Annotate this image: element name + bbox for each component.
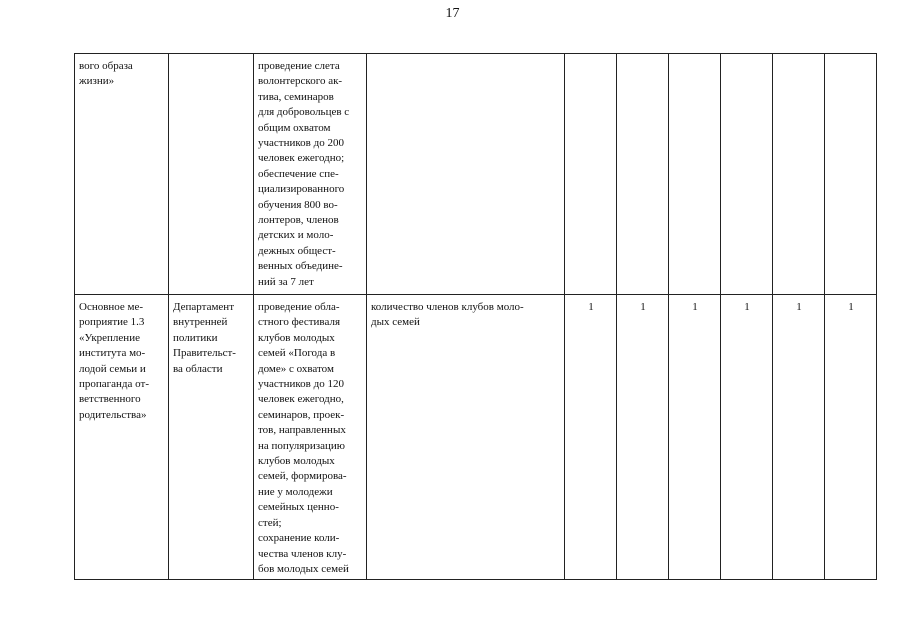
event-cell: Основное ме- роприятие 1.3 «Укрепление института мо- лодой семьи и пропаганда от- ветственного родительства» bbox=[75, 295, 169, 580]
table-row bbox=[75, 295, 877, 580]
page-number: 17 bbox=[445, 6, 460, 21]
year-value-cell bbox=[721, 54, 773, 295]
indicator-cell: количество членов клубов моло- дых семей bbox=[367, 295, 565, 580]
program-activities-table bbox=[74, 53, 877, 580]
year-value-cell: 1 bbox=[669, 295, 721, 580]
year-value-cell bbox=[669, 54, 721, 295]
event-cell: вого образа жизни» bbox=[75, 54, 169, 295]
year-value-cell bbox=[773, 54, 825, 295]
year-value-cell bbox=[565, 54, 617, 295]
year-value-cell: 1 bbox=[617, 295, 669, 580]
table-row bbox=[75, 54, 877, 295]
activity-cell: проведение обла- стного фестиваля клубов молодых семей «Погода в доме» с охватом участников до 120 человек ежегодно, семинаров, проек- тов, направленных на популяризацию клубов молодых семей, формирова- ние у молодежи семейных ценно- стей; сохранение коли- чества членов клу- бов молодых семей bbox=[254, 295, 367, 580]
year-value-cell bbox=[825, 54, 877, 295]
year-value-cell: 1 bbox=[825, 295, 877, 580]
activity-cell: проведение слета волонтерского ак- тива, семинаров для добровольцев с общим охватом участников до 200 человек ежегодно; обеспечение спе- циализированного обучения 800 во- лонтеров, членов детских и моло- дежных общест- венных объедине- ний за 7 лет bbox=[254, 54, 367, 295]
year-value-cell: 1 bbox=[565, 295, 617, 580]
year-value-cell: 1 bbox=[721, 295, 773, 580]
year-value-cell bbox=[617, 54, 669, 295]
indicator-cell bbox=[367, 54, 565, 295]
executor-cell bbox=[169, 54, 254, 295]
executor-cell: Департамент внутренней политики Правительст- ва области bbox=[169, 295, 254, 580]
year-value-cell: 1 bbox=[773, 295, 825, 580]
